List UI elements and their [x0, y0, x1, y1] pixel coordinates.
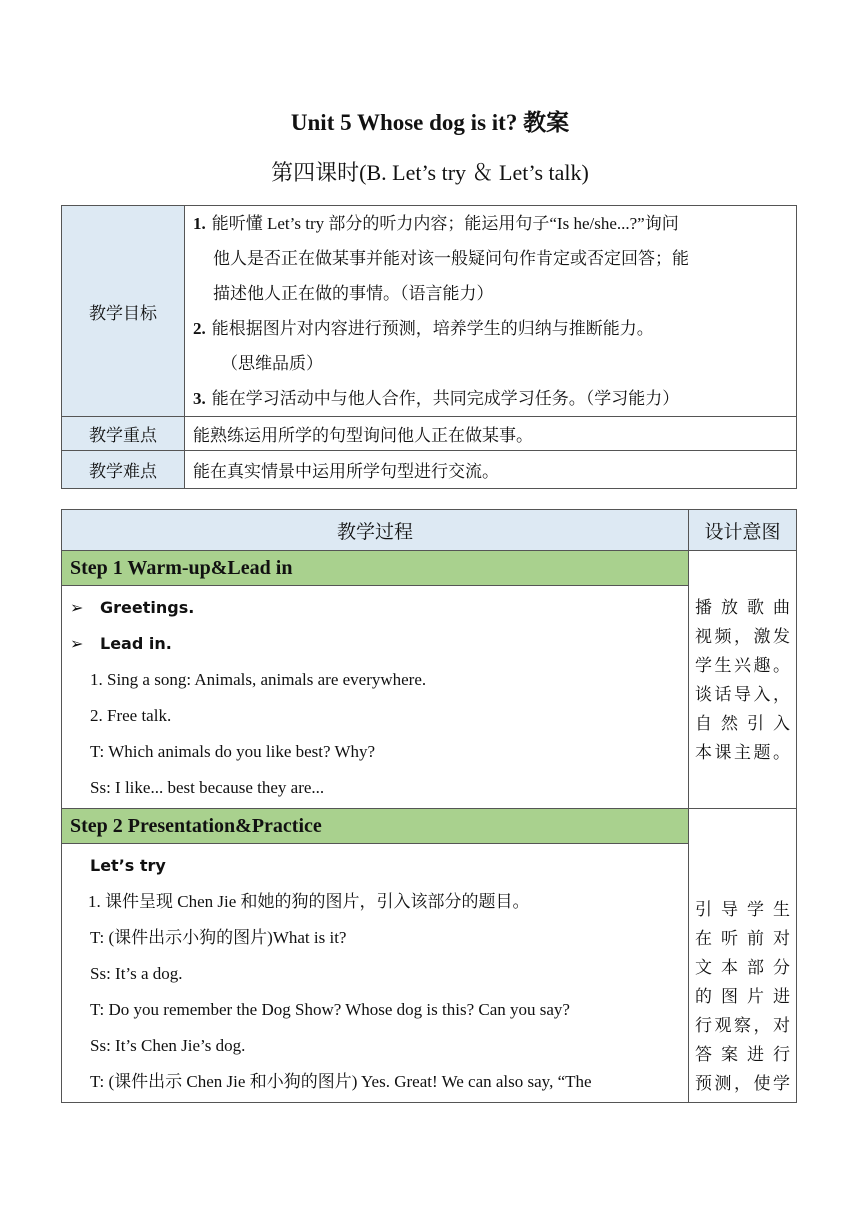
- lets-try-heading: Let’s try: [90, 856, 166, 875]
- step-2-intent-line: 在听前对: [695, 929, 790, 948]
- step-2-line: 1. 课件呈现 Chen Jie 和她的狗的图片，引入该部分的题目。: [88, 892, 530, 911]
- goal-1-line-2: 他人是否正在做某事并能对该一般疑问句作肯定或否定回答；能: [213, 249, 689, 268]
- goal-1-line-1: 能听懂 Let’s try 部分的听力内容；能运用句子“Is he/she...?”询问: [211, 214, 679, 233]
- step-1-title: Step 1 Warm-up&Lead in: [62, 551, 689, 586]
- document-subtitle: 第四课时(B. Let’s try ＆ Let’s talk): [271, 160, 589, 185]
- step-2-title: Step 2 Presentation&Practice: [62, 809, 689, 844]
- process-table: [61, 509, 797, 1103]
- goal-3-num: 3.: [193, 389, 206, 408]
- objectives-table: [61, 205, 797, 489]
- goal-1-num: 1.: [193, 214, 206, 233]
- step-2-intent-line: 的图片进: [695, 987, 790, 1006]
- step-2-intent-line: 预测，使学: [695, 1074, 790, 1093]
- step-1-intent-line: 学生兴趣。: [695, 655, 790, 675]
- step-2-intent-line: 文本部分: [695, 958, 790, 977]
- step-2-intent-line: 引导学生: [695, 900, 790, 919]
- step-1-line: T: Which animals do you like best? Why?: [90, 742, 376, 761]
- step-2-line: T: (课件出示 Chen Jie 和小狗的图片) Yes. Great! We can also say, “The: [90, 1072, 592, 1091]
- difficulty-text: 能在真实情景中运用所学句型进行交流。: [185, 451, 797, 489]
- bullet-greetings: Greetings.: [100, 598, 195, 617]
- arrow-bullet-icon: ➢: [70, 598, 84, 617]
- step-2-line: Ss: It’s Chen Jie’s dog.: [90, 1036, 246, 1055]
- difficulty-label: 教学难点: [62, 451, 185, 489]
- step-2-intent: [689, 809, 797, 1103]
- step-1-line: 1. Sing a song: Animals, animals are everywhere.: [90, 670, 427, 689]
- process-header: 教学过程: [62, 510, 689, 551]
- step-2-intent-line: 行观察，对: [695, 1016, 790, 1035]
- step-2-line: T: (课件出示小狗的图片)What is it?: [90, 928, 347, 947]
- intent-header: 设计意图: [689, 510, 797, 551]
- step-1-intent-line: 自然引入: [695, 713, 790, 733]
- arrow-bullet-icon: ➢: [70, 634, 84, 653]
- goal-2-line-1: 能根据图片对内容进行预测，培养学生的归纳与推断能力。: [211, 319, 654, 338]
- step-2-intent-line: 答案进行: [695, 1045, 790, 1064]
- step-2-line: Ss: It’s a dog.: [90, 964, 183, 983]
- key-point-text: 能熟练运用所学的句型询问他人正在做某事。: [185, 417, 797, 451]
- bullet-lead-in: Lead in.: [100, 634, 172, 653]
- goals-label: 教学目标: [62, 206, 185, 417]
- step-1-intent-line: 谈话导入，: [695, 684, 790, 704]
- goals-content: [185, 206, 797, 417]
- step-1-intent: [689, 551, 797, 809]
- step-1-intent-line: 视频，激发: [695, 626, 790, 646]
- document-title: Unit 5 Whose dog is it? 教案: [290, 110, 570, 135]
- goal-2-line-2: （思维品质）: [221, 354, 323, 373]
- step-1-intent-line: 播放歌曲: [695, 597, 790, 617]
- step-1-line: 2. Free talk.: [90, 706, 172, 725]
- step-1-content: [62, 586, 689, 809]
- goal-2-num: 2.: [193, 319, 206, 338]
- step-2-content: [62, 844, 689, 1103]
- step-2-line: T: Do you remember the Dog Show? Whose dog is this? Can you say?: [90, 1000, 570, 1019]
- step-1-intent-line: 本课主题。: [695, 742, 790, 762]
- goal-1-line-3: 描述他人正在做的事情。（语言能力）: [213, 284, 494, 303]
- key-point-label: 教学重点: [62, 417, 185, 451]
- step-1-line: Ss: I like... best because they are...: [90, 778, 325, 797]
- goal-3-line-1: 能在学习活动中与他人合作，共同完成学习任务。（学习能力）: [211, 389, 680, 408]
